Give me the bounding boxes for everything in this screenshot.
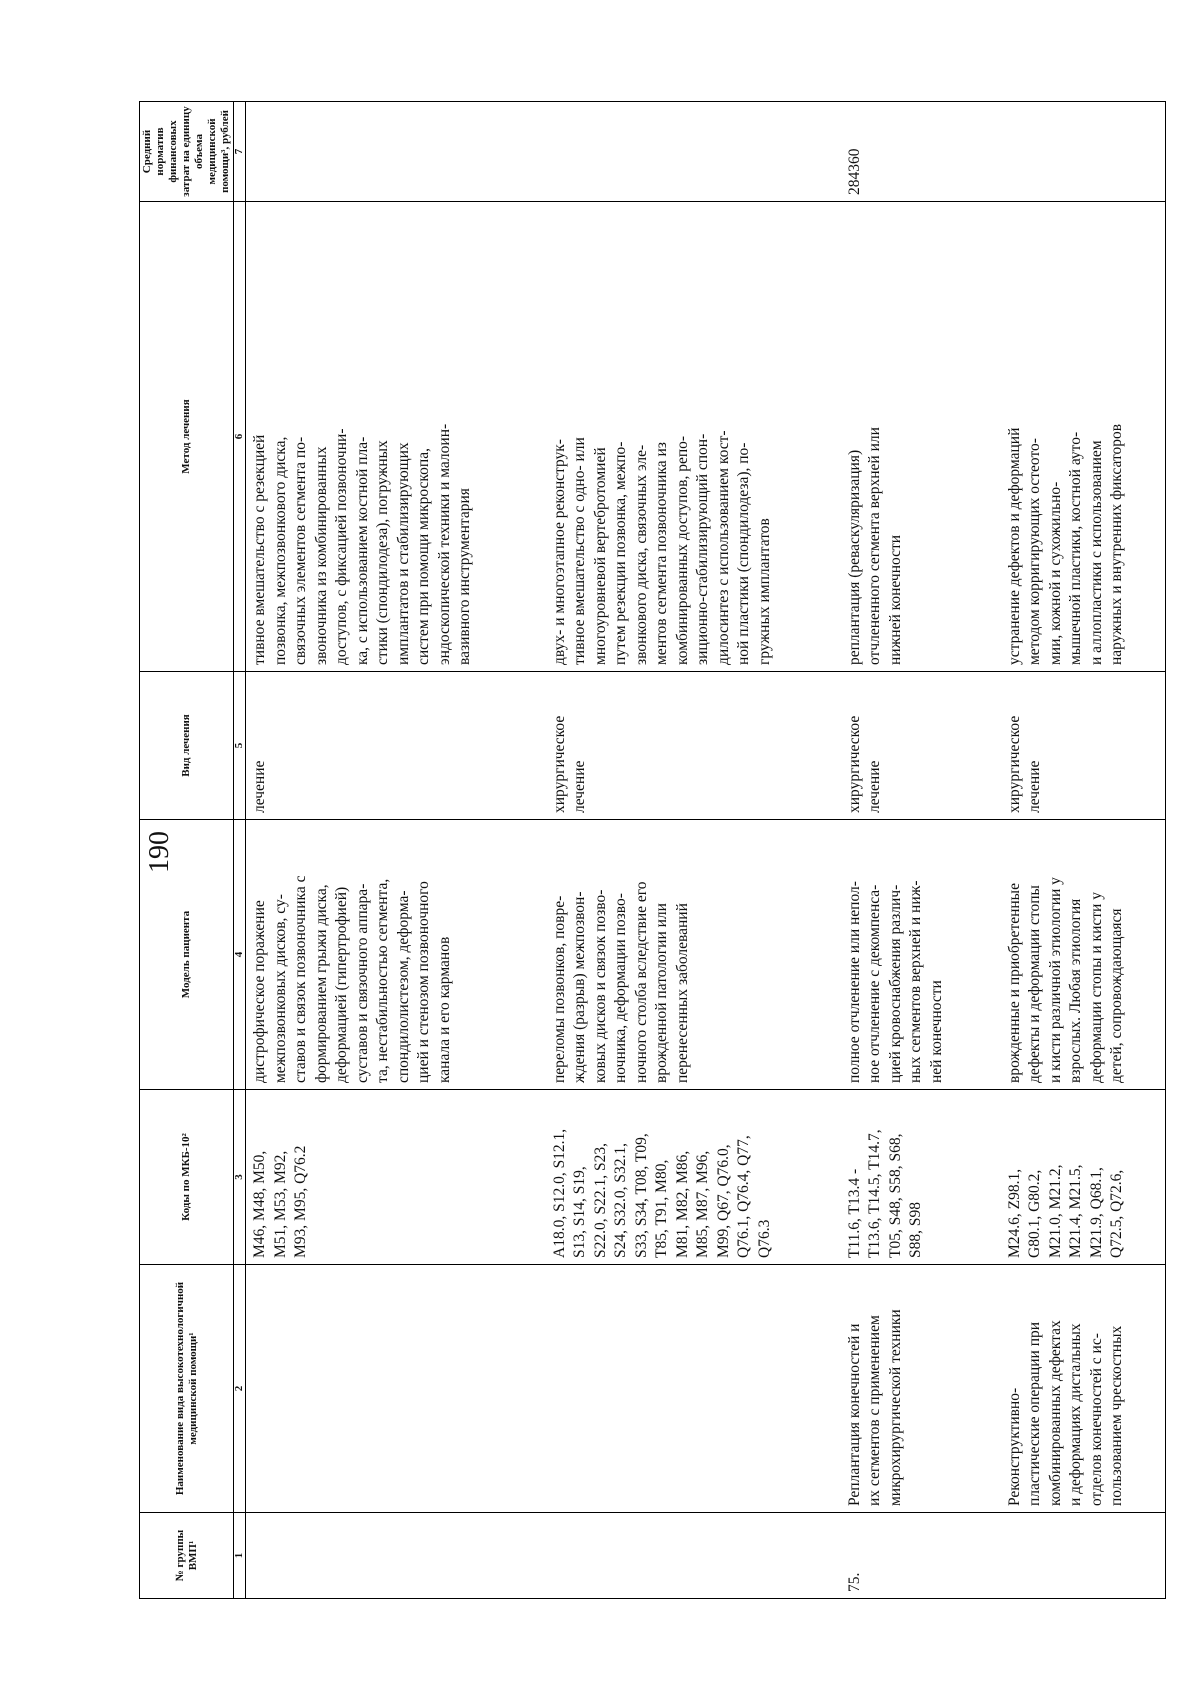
icd-codes-text: M24.6, Z98.1, G80.1, G80.2, M21.0, M21.2, M21.4, M21.5, M21.9, Q68.1, Q72.5, Q72.6, — [1005, 1164, 1125, 1258]
treatment-method-text: тивное вмешательство с резекцией позвонка, межпозвонкового диска, связочных элементов сегмента по- звоночника из комбинированных доступов, с фиксацией позвоночни- ка, с использованием костной пла- стики (спондилодеза), погружных имплантатов и стабилизирующих систем при помощи микроскопа, эндоскопической техники и малоин- вазивного инструментария — [251, 423, 473, 665]
care-type-name-cell — [246, 1265, 546, 1513]
col-header-average-cost: Средний норматив финансовых затрат на единицу объема медицинской помощи³, рублей — [140, 102, 234, 202]
treatment-type-text: хирургическое лечение — [1005, 715, 1043, 813]
treatment-type-text: лечение — [251, 760, 268, 813]
treatment-type-cell — [546, 672, 841, 820]
icd-codes-text: M46, M48, M50, M51, M53, M92, M93, M95, Q76.2 — [251, 1145, 309, 1258]
page-number: 190 — [144, 831, 175, 873]
average-cost-cell — [546, 102, 841, 202]
treatment-type-cell — [1001, 672, 1166, 820]
col-header-care-type-name: Наименование вида высокотехнологичной медицинской помощи¹ — [140, 1265, 234, 1513]
group-number-cell — [1001, 1513, 1166, 1599]
average-cost-cell — [1001, 102, 1166, 202]
icd-codes-text: T11.6, T13.4 - T13.6, T14.5, T14.7, T05, S48, S58, S68, S88, S98 — [845, 1129, 924, 1258]
treatment-type-cell — [246, 672, 546, 820]
treatment-method-text: двух- и многоэтапное реконструк- тивное вмешательство с одно- или многоуровневой вертебротомией путем резекции позвонка, межпо- звонкового диска, связочных эле- ментов сегмента позвоночника из комбинированных доступов, репо- зиционно-стабилизирующий спон- дилосинтез с использованием кост- ной пластики (спондилодеза), по- гружных имплантатов — [550, 430, 773, 665]
table-header-row — [140, 102, 234, 1599]
col-header-icd-codes: Коды по МКБ-10² — [140, 1090, 234, 1265]
medical-care-table — [139, 101, 1166, 1599]
average-cost-cell: 284360 — [841, 102, 1001, 202]
table-row — [246, 102, 546, 1599]
table-row — [546, 102, 841, 1599]
patient-model-text: дистрофическое поражение межпозвонковых дисков, су- ставов и связок позвоночника с формированием грыжи диска, деформацией (гипертрофией) суставов и связочного аппара- та, нестабильностью сегмента, спондилолистезом, деформа- цией и стенозом позвоночного канала и его карманов — [251, 875, 453, 1083]
patient-model-cell — [841, 820, 1001, 1090]
average-cost-cell — [246, 102, 546, 202]
group-number-cell — [246, 1513, 546, 1599]
table-row — [1001, 102, 1166, 1599]
patient-model-text: полное отчленение или непол- ное отчленение с декомпенса- цией кровоснабжения различ- ных сегментов верхней и ниж- ней конечности — [845, 880, 945, 1083]
column-numbers-row — [234, 102, 246, 1599]
col-header-group-number: № группы ВМП¹ — [140, 1513, 234, 1599]
care-type-name-cell — [841, 1265, 1001, 1513]
column-number: 5 — [234, 672, 246, 820]
patient-model-cell — [1001, 820, 1166, 1090]
column-number: 6 — [234, 202, 246, 672]
treatment-method-cell — [546, 202, 841, 672]
icd-codes-cell — [546, 1090, 841, 1265]
col-header-treatment-type: Вид лечения — [140, 672, 234, 820]
care-type-name-text: Реконструктивно- пластические операции при комбинированных дефектах и деформациях дистальных отделов конечностей с ис- пользованием чрескостных — [1005, 1320, 1125, 1506]
care-type-name-cell — [546, 1265, 841, 1513]
treatment-method-cell — [1001, 202, 1166, 672]
icd-codes-cell — [246, 1090, 546, 1265]
column-number: 3 — [234, 1090, 246, 1265]
treatment-method-cell — [841, 202, 1001, 672]
column-number: 4 — [234, 820, 246, 1090]
column-number: 2 — [234, 1265, 246, 1513]
patient-model-text: переломы позвонков, повре- ждения (разрыв) межпозвон- ковых дисков и связок позво- ночника, деформации позво- ночного столба вследствие его врожденной патологии или перенесенных заболеваний — [550, 881, 691, 1083]
group-number-cell — [546, 1513, 841, 1599]
treatment-type-text: хирургическое лечение — [845, 715, 883, 813]
care-type-name-text: Реплантация конечностей и их сегментов с применением микрохирургической техники — [845, 1309, 904, 1506]
icd-codes-cell — [1001, 1090, 1166, 1265]
treatment-type-text: хирургическое лечение — [550, 715, 588, 813]
treatment-method-cell — [246, 202, 546, 672]
patient-model-cell — [246, 820, 546, 1090]
treatment-method-text: реплантация (реваскуляризация) отчлененного сегмента верхней или нижней конечности — [845, 427, 904, 665]
column-number: 7 — [234, 102, 246, 202]
treatment-type-cell — [841, 672, 1001, 820]
icd-codes-cell — [841, 1090, 1001, 1265]
table-row — [841, 102, 1001, 1599]
icd-codes-text: A18.0, S12.0, S12.1, S13, S14, S19, S22.0, S22.1, S23, S24, S32.0, S32.1, S33, S34, T08, T09, T85, T91, M80, M81, M82, M86, M85, M87, M96, M99, Q67, Q76.0, Q76.1, Q76.4, Q77, Q76.3 — [550, 1128, 773, 1258]
col-header-treatment-method: Метод лечения — [140, 202, 234, 672]
treatment-method-text: устранение дефектов и деформаций методом корригирующих остеото- мии, кожной и сухожильно- мышечной пластики, костной ауто- и аллопластики с использованием наружных и внутренних фиксаторов — [1005, 423, 1125, 665]
group-number-cell: 75. — [841, 1513, 1001, 1599]
patient-model-text: врожденные и приобретенные дефекты и деформации стопы и кисти различной этиологии у взрослых. Любая этиология деформации стопы и кисти у детей, сопровождающаяся — [1005, 877, 1125, 1083]
patient-model-cell — [546, 820, 841, 1090]
col-header-patient-model: Модель пациента — [140, 820, 234, 1090]
column-number: 1 — [234, 1513, 246, 1599]
care-type-name-cell — [1001, 1265, 1166, 1513]
